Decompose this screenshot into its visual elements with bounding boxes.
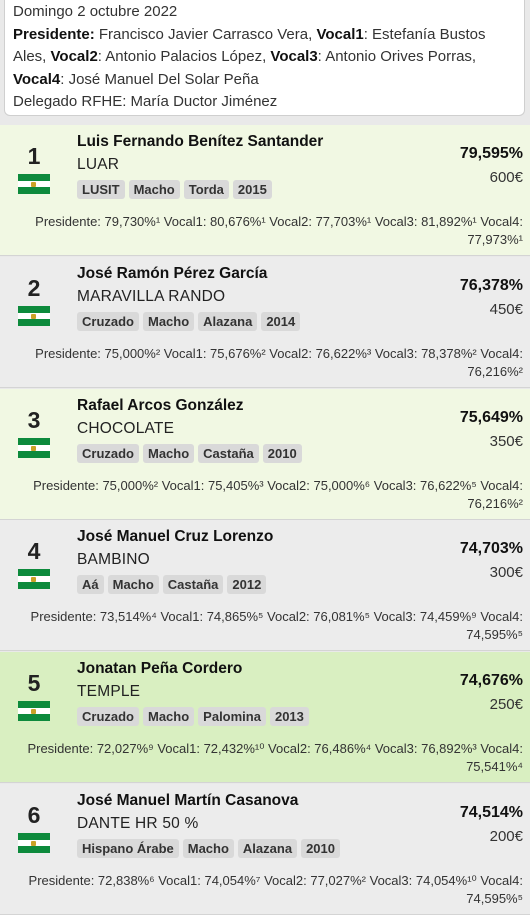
rank-number: 6 — [27, 802, 41, 828]
total-score: 74,676% — [459, 672, 523, 689]
horse-tag: Castaña — [198, 444, 259, 463]
horse-tags — [77, 707, 309, 726]
judges-scores-line: 76,216%² — [467, 496, 523, 511]
total-score: 74,703% — [459, 540, 523, 557]
vocal2-name: Antonio Palacios López, — [105, 48, 267, 65]
delegado: Delegado RFHE: María Ductor Jiménez — [13, 93, 278, 110]
horse-name: BAMBINO — [77, 551, 150, 568]
judges-scores-line: Presidente: 75,000%² Vocal1: 75,676%² Vocal2: 76,622%³ Vocal3: 78,378%² Vocal4: — [35, 346, 523, 361]
judges-scores — [14, 213, 523, 249]
result-card[interactable] — [0, 257, 530, 388]
horse-tag: Macho — [108, 575, 159, 594]
vocal4-label: Vocal4 — [13, 70, 61, 88]
judges-scores-line: 76,216%² — [467, 364, 523, 379]
judges-scores-line: Presidente: 79,730%¹ Vocal1: 80,676%¹ Vocal2: 77,703%¹ Vocal3: 81,892%¹ Vocal4: — [35, 214, 523, 229]
total-score: 74,514% — [459, 804, 523, 821]
total-score: 75,649% — [459, 409, 523, 426]
horse-tag: 2014 — [261, 312, 300, 331]
total-score: 76,378% — [459, 277, 523, 294]
judges-scores-line: 74,595%⁵ — [466, 627, 523, 642]
presidente-label: Presidente — [13, 25, 90, 43]
horse-tag: Macho — [129, 180, 180, 199]
horse-tag: LUSIT — [77, 180, 125, 199]
rank-number: 4 — [27, 538, 41, 564]
vocal3-name: Antonio Orives Porras, — [325, 48, 477, 65]
horse-tag: Castaña — [163, 575, 224, 594]
horse-name: TEMPLE — [77, 683, 141, 700]
rider-name[interactable]: Rafael Arcos González — [77, 397, 244, 414]
competition-header — [4, 0, 525, 116]
horse-tag: Macho — [143, 707, 194, 726]
horse-tags — [77, 180, 272, 199]
result-card[interactable] — [0, 652, 530, 783]
judges-scores — [14, 608, 523, 644]
horse-tag: 2015 — [233, 180, 272, 199]
rider-name[interactable]: Luis Fernando Benítez Santander — [77, 133, 324, 150]
judges-scores — [14, 477, 523, 513]
horse-tag: Macho — [143, 444, 194, 463]
andalusia-flag-icon — [18, 833, 50, 853]
horse-tag: Palomina — [198, 707, 266, 726]
prize-amount: 350€ — [489, 433, 523, 450]
total-score: 79,595% — [459, 145, 523, 162]
rank-number: 2 — [27, 275, 41, 301]
prize-amount: 300€ — [489, 564, 523, 581]
rider-name[interactable]: Jonatan Peña Cordero — [77, 660, 243, 677]
horse-tag: Aá — [77, 575, 104, 594]
andalusia-flag-icon — [18, 569, 50, 589]
horse-tag: Hispano Árabe — [77, 839, 179, 858]
horse-tag: Cruzado — [77, 312, 139, 331]
horse-tag: 2012 — [227, 575, 266, 594]
vocal1-label: Vocal1 — [316, 25, 364, 43]
jury-list: Presidente: Francisco Javier Carrasco Vera, Vocal1: Estefanía Bustos Ales, Vocal2: Antonio Palacios López, Vocal3: Antonio Orives Porras, Vocal4: José Manuel Del Solar Peña — [13, 25, 486, 88]
vocal4-name: José Manuel Del Solar Peña — [68, 70, 259, 88]
horse-tag: Alazana — [238, 839, 297, 858]
judges-scores-line: 74,595%⁵ — [466, 891, 523, 906]
result-card[interactable] — [0, 389, 530, 520]
horse-tags — [77, 444, 302, 463]
horse-tag: Torda — [184, 180, 229, 199]
judges-scores — [14, 872, 523, 908]
horse-tags — [77, 575, 266, 594]
competition-date: Domingo 2 octubre 2022 — [13, 3, 178, 20]
judges-scores-line: Presidente: 75,000%² Vocal1: 75,405%³ Vocal2: 75,000%⁶ Vocal3: 76,622%⁵ Vocal4: — [33, 478, 523, 493]
horse-tag: Cruzado — [77, 444, 139, 463]
vocal2-label: Vocal2 — [50, 48, 98, 65]
prize-amount: 200€ — [489, 828, 523, 845]
horse-tag: Cruzado — [77, 707, 139, 726]
judges-scores-line: Presidente: 72,027%⁹ Vocal1: 72,432%¹⁰ Vocal2: 76,486%⁴ Vocal3: 76,892%³ Vocal4: — [27, 741, 523, 756]
horse-tag: 2013 — [270, 707, 309, 726]
horse-name: LUAR — [77, 156, 120, 173]
rider-name[interactable]: José Manuel Cruz Lorenzo — [77, 528, 274, 545]
vocal1-name: Estefanía Bustos Ales, — [13, 25, 486, 65]
judges-scores — [14, 740, 523, 776]
horse-tag: 2010 — [263, 444, 302, 463]
judges-scores-line: 75,541%⁴ — [466, 759, 523, 774]
horse-name: DANTE HR 50 % — [77, 815, 199, 832]
horse-tag: Macho — [143, 312, 194, 331]
horse-name: CHOCOLATE — [77, 420, 175, 437]
result-card[interactable] — [0, 125, 530, 256]
vocal3-label: Vocal3 — [270, 48, 318, 65]
horse-tag: 2010 — [301, 839, 340, 858]
horse-tag: Alazana — [198, 312, 257, 331]
rider-name[interactable]: José Ramón Pérez García — [77, 265, 268, 282]
horse-tags — [77, 312, 300, 331]
judges-scores-line: Presidente: 73,514%⁴ Vocal1: 74,865%⁵ Vocal2: 76,081%⁵ Vocal3: 74,459%⁹ Vocal4: — [30, 609, 523, 624]
rank-number: 1 — [27, 143, 41, 169]
horse-tag: Macho — [183, 839, 234, 858]
judges-scores-line: Presidente: 72,838%⁶ Vocal1: 74,054%⁷ Vocal2: 77,027%² Vocal3: 74,054%¹⁰ Vocal4: — [28, 873, 523, 888]
horse-tags — [77, 839, 340, 858]
andalusia-flag-icon — [18, 306, 50, 326]
andalusia-flag-icon — [18, 174, 50, 194]
rider-name[interactable]: José Manuel Martín Casanova — [77, 792, 299, 809]
presidente-name: Francisco Javier Carrasco Vera, — [98, 25, 313, 43]
result-card[interactable] — [0, 784, 530, 915]
horse-name: MARAVILLA RANDO — [77, 288, 226, 305]
judges-scores — [14, 345, 523, 381]
prize-amount: 600€ — [489, 169, 523, 186]
rank-number: 5 — [27, 670, 41, 696]
rank-number: 3 — [27, 407, 41, 433]
prize-amount: 450€ — [489, 301, 523, 318]
andalusia-flag-icon — [18, 438, 50, 458]
judges-scores-line: 77,973%¹ — [467, 232, 523, 247]
result-card[interactable] — [0, 520, 530, 651]
prize-amount: 250€ — [489, 696, 523, 713]
andalusia-flag-icon — [18, 701, 50, 721]
